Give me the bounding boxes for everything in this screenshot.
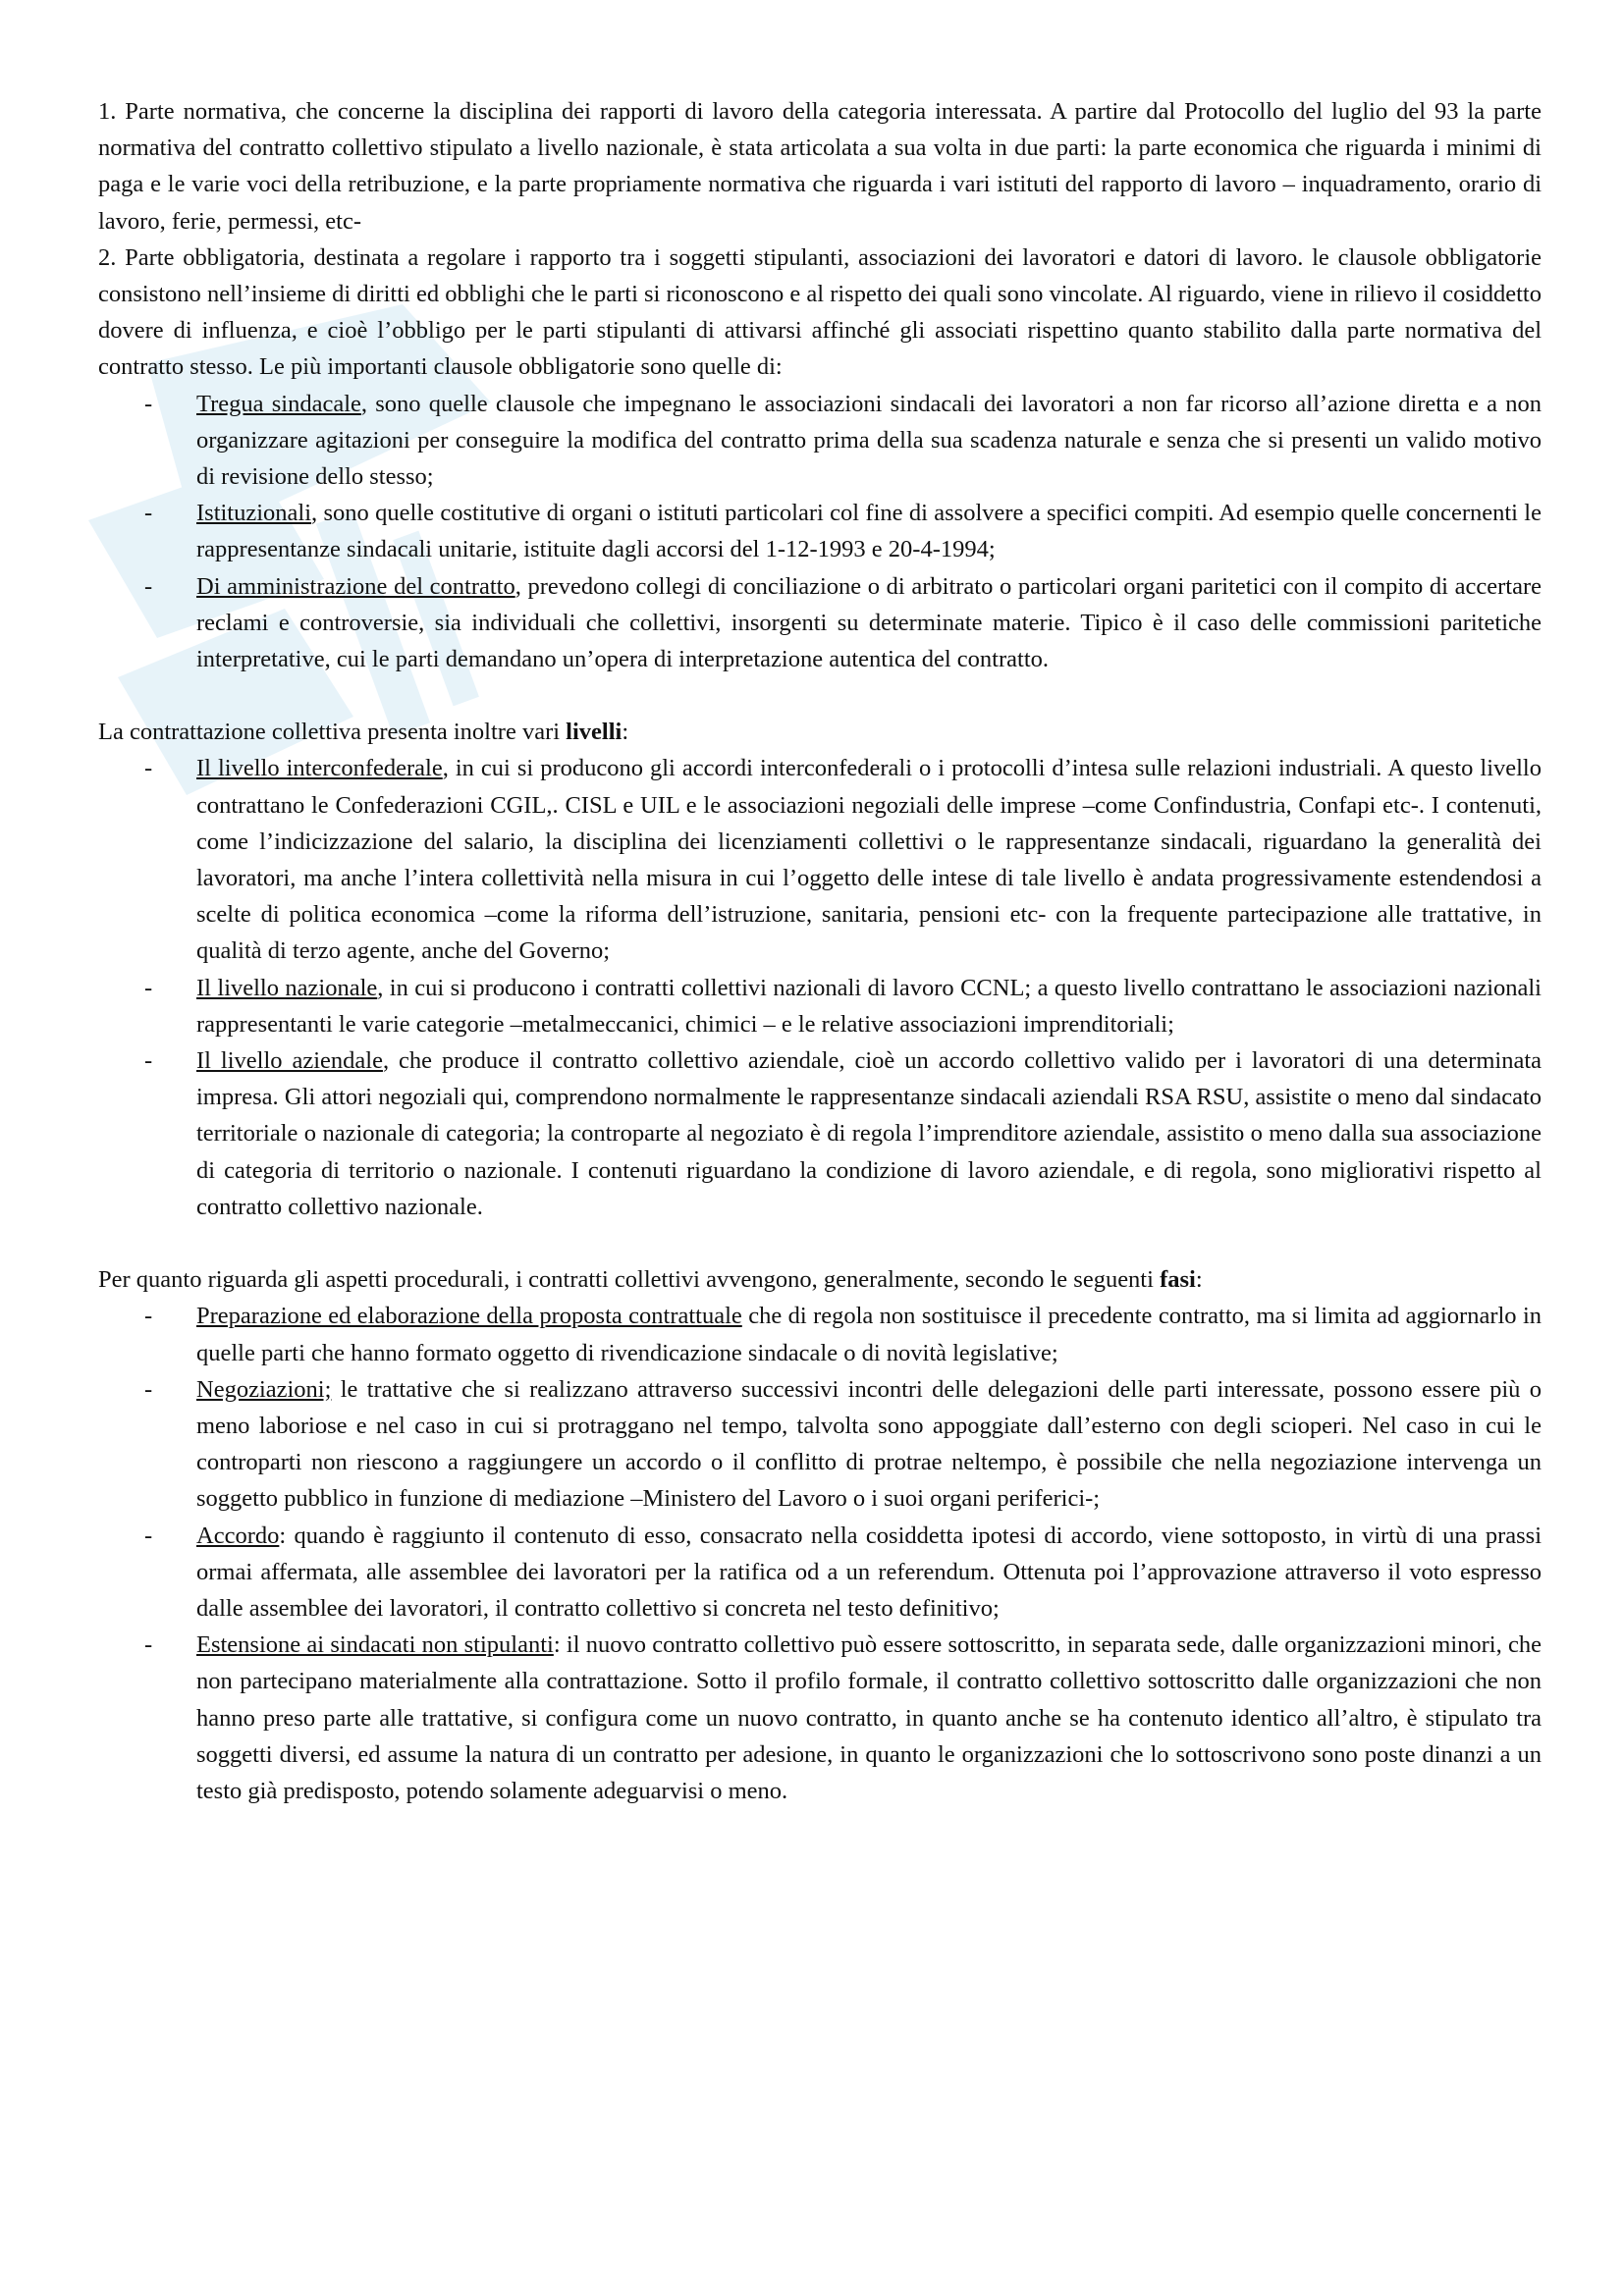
list-item-text: , sono quelle costitutive di organi o istituti particolari col fine di assolvere a specifici compiti. Ad esempio quelle concernenti le rappresentanze sindacali unitarie, istituite dagli accorsi del 1-12-1993 e 20-4-1994;	[196, 500, 1542, 563]
dash-bullet: -	[144, 974, 153, 1001]
fasi-intro-text: Per quanto riguarda gli aspetti procedurali, i contratti collettivi avvengono, generalmente, secondo le seguenti	[98, 1266, 1161, 1294]
fasi-intro-bold: fasi	[1160, 1266, 1196, 1294]
list-item	[98, 1627, 1542, 1809]
livelli-intro-end: :	[622, 719, 629, 746]
list-item	[98, 568, 1542, 678]
list-item	[98, 386, 1542, 496]
list-item-text: : il nuovo contratto collettivo può essere sottoscritto, in separata sede, dalle organizzazioni minori, che non partecipano materialmente alla contrattazione. Sotto il profilo formale, il contratto collettivo sottoscritto dalle organizzazioni che non hanno preso parte alle trattative, si configura come un nuovo contratto, in quanto anche se ha contenuto identico all’altro, è stipulato tra soggetti diversi, ed assume la natura di un contratto per adesione, in quanto le organizzazioni che lo sottoscrivono sono poste dinanzi a un testo già predisposto, potendo solamente adeguarvisi o meno.	[196, 1631, 1542, 1804]
list-item-term: Preparazione ed elaborazione della proposta contrattuale	[196, 1303, 742, 1330]
list-item	[98, 750, 1542, 969]
livelli-intro-text: La contrattazione collettiva presenta inoltre vari	[98, 719, 567, 746]
list-item-term: Di amministrazione del contratto	[196, 572, 515, 600]
list-item-term: Il livello interconfederale	[196, 755, 443, 782]
fasi-intro-end: :	[1195, 1266, 1203, 1294]
list-item-term: Estensione ai sindacati non stipulanti	[196, 1631, 554, 1659]
fasi-intro	[98, 1261, 1542, 1298]
list-item-text: le trattative che si realizzano attraverso successivi incontri delle delegazioni delle parti interessate, possono essere più o meno laboriose e nel caso in cui si protraggano nel tempo, talvolta sono appoggiate dall’esterno con degli scioperi. Nel caso in cui le controparti non riescono a raggiungere un accordo o il conflitto di protrae neltempo, è possibile che nella negoziazione intervenga un soggetto pubblico in funzione di mediazione –Ministero del Lavoro o i suoi organi periferici-;	[196, 1375, 1542, 1513]
list-item	[98, 1042, 1542, 1225]
list-item-text: , che produce il contratto collettivo aziendale, cioè un accordo collettivo valido per i lavoratori di una determinata impresa. Gli attori negoziali qui, comprendono normalmente le rappresentanze sindacali aziendali RSA RSU, assistite o meno dal sindacato territoriale o nazionale di categoria; la controparte al negoziato è di regola l’imprenditore aziendale, assistito o meno dalla sua associazione di categoria di territorio o nazionale. I contenuti riguardano la condizione di lavoro aziendale, e di regola, sono migliorativi rispetto al contratto collettivo nazionale.	[196, 1047, 1542, 1220]
list-item-text: , in cui si producono gli accordi interconfederali o i protocolli d’intesa sulle relazioni industriali. A questo livello contrattano le Confederazioni CGIL,. CISL e UIL e le associazioni negoziali delle imprese –come Confindustria, Confapi etc-. I contenuti, come l’indicizzazione del salario, la disciplina dei licenziamenti collettivi o le rappresentanze sindacali, riguardano la generalità dei lavoratori, ma anche l’intera collettività nella misura in cui l’oggetto delle intese di tale livello è andata progressivamente estendendosi a scelte di politica economica –come la riforma dell’istruzione, sanitaria, pensioni etc- con la frequente partecipazione alle trattative, in qualità di terzo agente, anche del Governo;	[196, 755, 1542, 965]
section-2-paragraph: 2. Parte obbligatoria, destinata a regolare i rapporto tra i soggetti stipulanti, associazioni dei lavoratori e datori di lavoro. le clausole obbligatorie consistono nell’insieme di diritti ed obblighi che le parti si riconoscono e al rispetto dei quali sono vincolate. Al riguardo, viene in rilievo il cosiddetto dovere di influenza, e cioè l’obbligo per le parti stipulanti di attivarsi affinché gli associati rispettino quanto stabilito dalla parte normativa del contratto stesso. Le più importanti clausole obbligatorie sono quelle di:	[98, 243, 1542, 381]
livelli-list	[98, 750, 1542, 1225]
list-item-term: Il livello aziendale	[196, 1047, 383, 1075]
list-item-term: Istituzionali	[196, 500, 312, 527]
livelli-intro-bold: livelli	[566, 719, 623, 746]
list-item	[98, 495, 1542, 567]
dash-bullet: -	[144, 1375, 153, 1403]
dash-bullet: -	[144, 1303, 153, 1330]
dash-bullet: -	[144, 500, 153, 527]
list-item	[98, 1518, 1542, 1628]
dash-bullet: -	[144, 1631, 153, 1659]
paragraph-spacer	[98, 1225, 1542, 1261]
list-item	[98, 1371, 1542, 1518]
list-item	[98, 1298, 1542, 1370]
list-item-term: Tregua sindacale	[196, 390, 361, 417]
list-item-term: Accordo	[196, 1522, 280, 1549]
document-page	[98, 93, 1542, 1809]
list-item-text: , sono quelle clausole che impegnano le associazioni sindacali dei lavoratori a non far ricorso all’azione diretta e a non organizzare agitazioni per conseguire la modifica del contratto prima della sua scadenza naturale e senza che si presenti un valido motivo di revisione dello stesso;	[196, 390, 1542, 491]
list-item-text: , prevedono collegi di conciliazione o di arbitrato o particolari organi paritetici con il compito di accertare reclami e controversie, sia individuali che collettivi, insorgenti su determinate materie. Tipico è il caso delle commissioni paritetiche interpretative, cui le parti demandano un’opera di interpretazione autentica del contratto.	[196, 572, 1542, 673]
list-item-text: , in cui si producono i contratti collettivi nazionali di lavoro CCNL; a questo livello contrattano le associazioni nazionali rappresentanti le varie categorie –metalmeccanici, chimici – e le relative associazioni imprenditoriali;	[196, 974, 1542, 1038]
paragraph-spacer	[98, 677, 1542, 714]
dash-bullet: -	[144, 755, 153, 782]
dash-bullet: -	[144, 1047, 153, 1075]
list-item-text: : quando è raggiunto il contenuto di esso, consacrato nella cosiddetta ipotesi di accordo, viene sottoposto, in virtù di una prassi ormai affermata, alle assemblee dei lavoratori per la ratifica od a un referendum. Ottenuta poi l’approvazione attraverso il voto espresso dalle assemblee dei lavoratori, il contratto collettivo si concreta nel testo definitivo;	[196, 1522, 1542, 1622]
obligatory-clauses-list	[98, 386, 1542, 678]
list-item-text: che di regola non sostituisce il precedente contratto, ma si limita ad aggiornarlo in quelle parti che hanno formato oggetto di rivendicazione sindacale o di novità legislative;	[196, 1303, 1543, 1366]
fasi-list	[98, 1298, 1542, 1809]
dash-bullet: -	[144, 572, 153, 600]
dash-bullet: -	[144, 1522, 153, 1549]
list-item-term: Negoziazioni;	[196, 1375, 332, 1403]
dash-bullet: -	[144, 390, 153, 417]
livelli-intro	[98, 714, 1542, 750]
list-item-term: Il livello nazionale	[196, 974, 378, 1001]
list-item	[98, 970, 1542, 1042]
section-1-paragraph: 1. Parte normativa, che concerne la disciplina dei rapporti di lavoro della categoria interessata. A partire dal Protocollo del luglio del 93 la parte normativa del contratto collettivo stipulato a livello nazionale, è stata articolata a sua volta in due parti: la parte economica che riguarda i minimi di paga e le varie voci della retribuzione, e la parte propriamente normativa che riguarda i vari istituti del rapporto di lavoro – inquadramento, orario di lavoro, ferie, permessi, etc-	[98, 98, 1542, 235]
